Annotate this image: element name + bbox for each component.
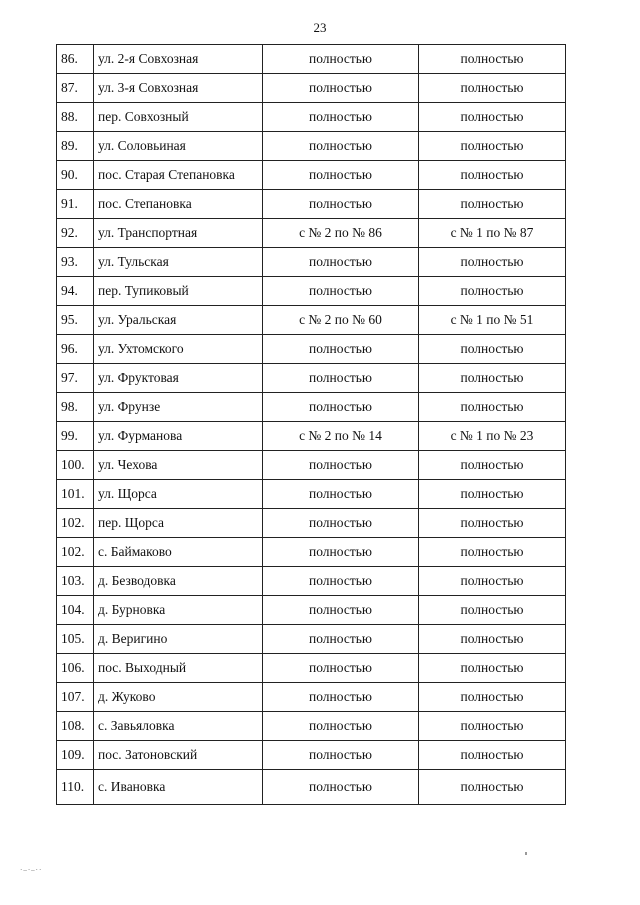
- odd-range: полностью: [419, 683, 566, 712]
- table-row: [57, 306, 566, 335]
- row-number: 109.: [57, 741, 94, 770]
- table-row: [57, 480, 566, 509]
- table-row: [57, 161, 566, 190]
- odd-range: полностью: [419, 596, 566, 625]
- street-name: ул. Соловьиная: [94, 132, 263, 161]
- street-name: с. Баймаково: [94, 538, 263, 567]
- row-number: 87.: [57, 74, 94, 103]
- even-range: с № 2 по № 86: [263, 219, 419, 248]
- odd-range: полностью: [419, 103, 566, 132]
- row-number: 99.: [57, 422, 94, 451]
- row-number: 104.: [57, 596, 94, 625]
- odd-range: полностью: [419, 161, 566, 190]
- table-row: [57, 654, 566, 683]
- odd-range: с № 1 по № 23: [419, 422, 566, 451]
- row-number: 88.: [57, 103, 94, 132]
- odd-range: полностью: [419, 248, 566, 277]
- even-range: полностью: [263, 74, 419, 103]
- row-number: 106.: [57, 654, 94, 683]
- table-row: [57, 770, 566, 805]
- street-name: ул. 3-я Совхозная: [94, 74, 263, 103]
- table-row: [57, 625, 566, 654]
- odd-range: полностью: [419, 741, 566, 770]
- odd-range: полностью: [419, 74, 566, 103]
- street-name: пос. Затоновский: [94, 741, 263, 770]
- table-row: [57, 103, 566, 132]
- odd-range: полностью: [419, 712, 566, 741]
- row-number: 102.: [57, 538, 94, 567]
- street-name: ул. Фурманова: [94, 422, 263, 451]
- row-number: 86.: [57, 45, 94, 74]
- street-name: д. Безводовка: [94, 567, 263, 596]
- odd-range: с № 1 по № 51: [419, 306, 566, 335]
- table-row: [57, 277, 566, 306]
- street-name: ул. Фрунзе: [94, 393, 263, 422]
- street-name: ул. Ухтомского: [94, 335, 263, 364]
- row-number: 97.: [57, 364, 94, 393]
- row-number: 105.: [57, 625, 94, 654]
- page-number: 23: [313, 20, 327, 35]
- table-row: [57, 451, 566, 480]
- odd-range: полностью: [419, 770, 566, 805]
- street-name: д. Веригино: [94, 625, 263, 654]
- row-number: 101.: [57, 480, 94, 509]
- scan-mark: ·–·–··: [20, 866, 43, 874]
- even-range: полностью: [263, 103, 419, 132]
- odd-range: полностью: [419, 132, 566, 161]
- row-number: 103.: [57, 567, 94, 596]
- even-range: полностью: [263, 248, 419, 277]
- odd-range: полностью: [419, 393, 566, 422]
- even-range: полностью: [263, 393, 419, 422]
- even-range: полностью: [263, 538, 419, 567]
- street-name: пос. Старая Степановка: [94, 161, 263, 190]
- row-number: 96.: [57, 335, 94, 364]
- table-row: [57, 538, 566, 567]
- row-number: 100.: [57, 451, 94, 480]
- row-number: 95.: [57, 306, 94, 335]
- table-row: [57, 190, 566, 219]
- row-number: 93.: [57, 248, 94, 277]
- odd-range: полностью: [419, 509, 566, 538]
- even-range: полностью: [263, 683, 419, 712]
- odd-range: полностью: [419, 451, 566, 480]
- odd-range: полностью: [419, 538, 566, 567]
- row-number: 108.: [57, 712, 94, 741]
- even-range: полностью: [263, 596, 419, 625]
- odd-range: полностью: [419, 277, 566, 306]
- street-name: с. Завьяловка: [94, 712, 263, 741]
- scan-dot: [525, 852, 527, 855]
- street-name: д. Жуково: [94, 683, 263, 712]
- street-name: ул. Тульская: [94, 248, 263, 277]
- street-table: [56, 44, 566, 805]
- table-row: [57, 335, 566, 364]
- odd-range: с № 1 по № 87: [419, 219, 566, 248]
- even-range: полностью: [263, 132, 419, 161]
- table-row: [57, 45, 566, 74]
- table-row: [57, 74, 566, 103]
- table-row: [57, 567, 566, 596]
- row-number: 90.: [57, 161, 94, 190]
- row-number: 89.: [57, 132, 94, 161]
- table-row: [57, 712, 566, 741]
- street-name: с. Ивановка: [94, 770, 263, 805]
- row-number: 92.: [57, 219, 94, 248]
- even-range: полностью: [263, 161, 419, 190]
- row-number: 98.: [57, 393, 94, 422]
- odd-range: полностью: [419, 335, 566, 364]
- even-range: полностью: [263, 364, 419, 393]
- table-row: [57, 393, 566, 422]
- row-number: 107.: [57, 683, 94, 712]
- row-number: 102.: [57, 509, 94, 538]
- street-name: д. Бурновка: [94, 596, 263, 625]
- street-name: ул. Транспортная: [94, 219, 263, 248]
- even-range: полностью: [263, 654, 419, 683]
- table-row: [57, 741, 566, 770]
- even-range: полностью: [263, 625, 419, 654]
- even-range: с № 2 по № 60: [263, 306, 419, 335]
- street-name: ул. Уральская: [94, 306, 263, 335]
- even-range: полностью: [263, 480, 419, 509]
- odd-range: полностью: [419, 45, 566, 74]
- even-range: полностью: [263, 741, 419, 770]
- even-range: полностью: [263, 277, 419, 306]
- table-row: [57, 132, 566, 161]
- street-name: ул. Щорса: [94, 480, 263, 509]
- table-row: [57, 683, 566, 712]
- even-range: полностью: [263, 190, 419, 219]
- street-name: ул. Фруктовая: [94, 364, 263, 393]
- street-name: пос. Степановка: [94, 190, 263, 219]
- even-range: полностью: [263, 770, 419, 805]
- even-range: полностью: [263, 45, 419, 74]
- odd-range: полностью: [419, 480, 566, 509]
- even-range: полностью: [263, 509, 419, 538]
- row-number: 94.: [57, 277, 94, 306]
- table-row: [57, 509, 566, 538]
- street-name: ул. 2-я Совхозная: [94, 45, 263, 74]
- table-row: [57, 219, 566, 248]
- odd-range: полностью: [419, 654, 566, 683]
- even-range: полностью: [263, 712, 419, 741]
- table-row: [57, 596, 566, 625]
- row-number: 110.: [57, 770, 94, 805]
- even-range: полностью: [263, 567, 419, 596]
- odd-range: полностью: [419, 364, 566, 393]
- table-row: [57, 364, 566, 393]
- odd-range: полностью: [419, 625, 566, 654]
- street-name: пер. Тупиковый: [94, 277, 263, 306]
- street-name: пер. Щорса: [94, 509, 263, 538]
- odd-range: полностью: [419, 567, 566, 596]
- table-row: [57, 422, 566, 451]
- table-row: [57, 248, 566, 277]
- street-name: пер. Совхозный: [94, 103, 263, 132]
- street-name: пос. Выходный: [94, 654, 263, 683]
- even-range: с № 2 по № 14: [263, 422, 419, 451]
- row-number: 91.: [57, 190, 94, 219]
- even-range: полностью: [263, 335, 419, 364]
- street-name: ул. Чехова: [94, 451, 263, 480]
- even-range: полностью: [263, 451, 419, 480]
- odd-range: полностью: [419, 190, 566, 219]
